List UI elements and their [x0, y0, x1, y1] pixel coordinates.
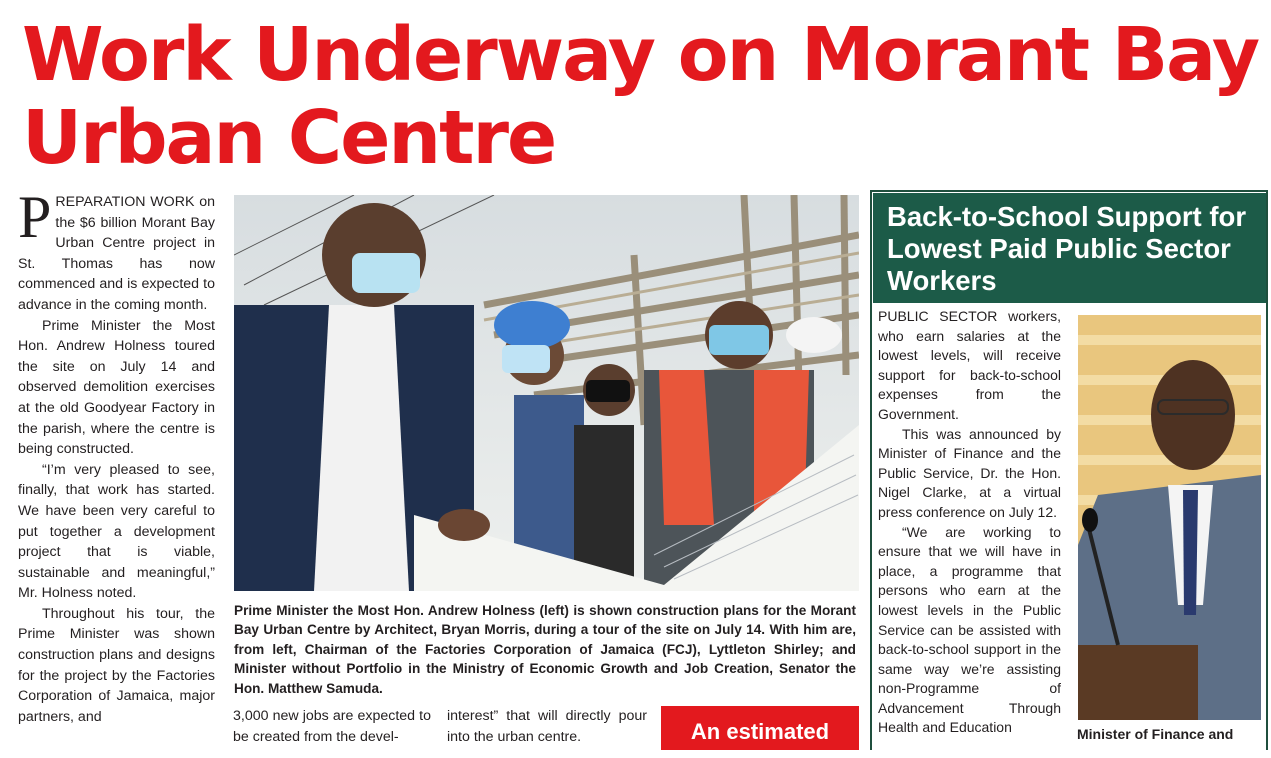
sidebar-paragraph-2: This was announced by Minister of Finance and the Public Service, Dr. the Hon. Nigel Clarke, at a virtual press conference on July 12.: [878, 425, 1061, 520]
sidebar-paragraph-3: “We are working to ensure that we will have in place, a programme that persons who earn at the lowest levels in the Public Service can be assisted with back-to-school support in the same way we’re assisting non-Programme of Advancement Through Health and Education: [878, 523, 1061, 736]
construction-site-image: [234, 195, 859, 591]
paragraph-1-text: on the $6 billion Morant Bay Urban Centre project in St. Thomas has now commenced and is expected to advance in the coming month.: [18, 194, 215, 313]
headline: Work Underway on Morant Bay Urban Centre: [22, 12, 1259, 181]
main-photo: [234, 195, 859, 591]
column-3-text: interest” that will directly pour into the urban centre.: [447, 708, 647, 745]
lead-paragraph: [18, 192, 215, 316]
column-2-text: 3,000 new jobs are expected to be created from the devel-: [233, 708, 431, 745]
callout-box: An estimated: [661, 706, 859, 750]
lead-caps: REPARATION WORK: [55, 194, 195, 210]
article-column-1: [18, 192, 215, 748]
main-photo-caption: Prime Minister the Most Hon. Andrew Holness (left) is shown construction plans for the Morant Bay Urban Centre by Architect, Bryan Morris, during a tour of the site on July 14. With him are, from left, Chairman of the Factories Corporation of Jamaica (FCJ), Lyttleton Shirley; and Minister without Portfolio in the Ministry of Economic Growth and Job Creation, Senator the Hon. Matthew Samuda.: [234, 603, 856, 696]
sidebar-column: [878, 307, 1061, 748]
drop-cap: P: [18, 192, 52, 250]
paragraph-2: Prime Minister the Most Hon. Andrew Holness toured the site on July 14 and observed demolition exercises at the old Goodyear Factory in the parish, where the centre is being constructed.: [18, 317, 215, 458]
sidebar-photo: [1078, 315, 1261, 720]
sidebar-title: Back-to-School Support for Lowest Paid Public Sector Workers: [873, 193, 1266, 303]
article-column-2: [233, 706, 431, 748]
sidebar-paragraph-1: PUBLIC SECTOR workers, who earn salaries at the lowest levels, will receive support for back-to-school expenses from the Government.: [878, 308, 1061, 422]
paragraph-3: “I’m very pleased to see, finally, that work has started. We have been very careful to put together a development project that is viable, sustainable and meaningful,” Mr. Holness noted.: [18, 461, 215, 602]
minister-portrait-image: [1078, 315, 1261, 720]
paragraph-4: Throughout his tour, the Prime Minister was shown construction plans and designs for the project by the Factories Corporation of Jamaica, major partners, and: [18, 605, 215, 725]
article-column-3: [447, 706, 647, 748]
sidebar-photo-caption: Minister of Finance and: [1077, 726, 1234, 742]
